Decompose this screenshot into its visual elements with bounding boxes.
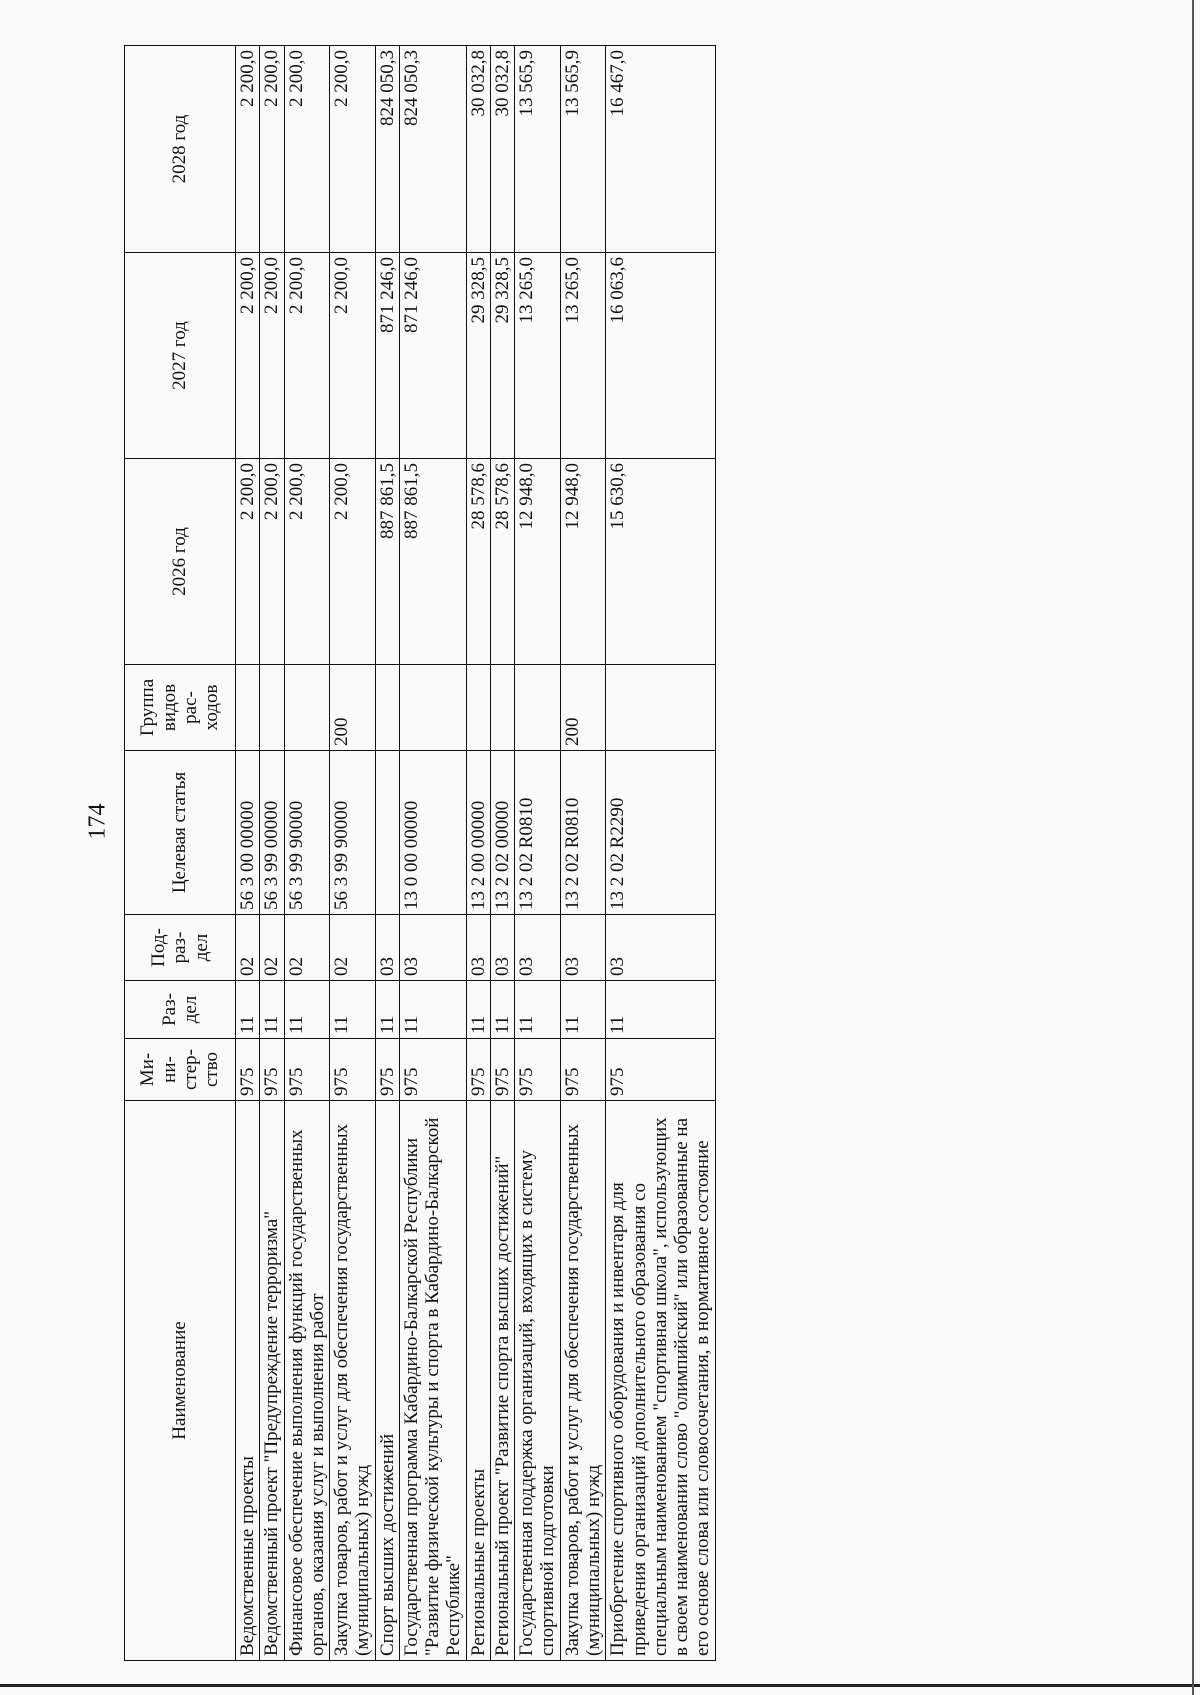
rotated-table-container	[124, 46, 1044, 1661]
cell-group: 200	[330, 665, 376, 751]
cell-2026: 2 200,0	[284, 459, 330, 665]
cell-ministry: 975	[375, 1039, 399, 1101]
cell-2028: 824 050,3	[375, 46, 399, 253]
header-2026: 2026 год	[125, 459, 236, 665]
cell-2027: 16 063,6	[606, 253, 715, 459]
cell-name: Ведомственный проект "Предупреждение терроризма"	[260, 1101, 284, 1661]
cell-2028: 16 467,0	[606, 46, 715, 253]
cell-2028: 2 200,0	[284, 46, 330, 253]
cell-group	[236, 665, 260, 751]
cell-group	[606, 665, 715, 751]
cell-2028: 30 032,8	[490, 46, 514, 253]
cell-subsection: 03	[515, 915, 561, 981]
cell-2027: 13 265,0	[515, 253, 561, 459]
cell-section: 11	[260, 981, 284, 1039]
cell-2028: 13 565,9	[560, 46, 606, 253]
table-row	[466, 46, 490, 1661]
cell-section: 11	[490, 981, 514, 1039]
cell-subsection: 03	[375, 915, 399, 981]
cell-section: 11	[330, 981, 376, 1039]
page-number: 174	[84, 803, 111, 840]
cell-2026: 28 578,6	[466, 459, 490, 665]
cell-2027: 29 328,5	[466, 253, 490, 459]
cell-2027: 29 328,5	[490, 253, 514, 459]
table-row	[236, 46, 260, 1661]
cell-2028: 2 200,0	[236, 46, 260, 253]
cell-target: 56 3 99 00000	[260, 751, 284, 915]
cell-name: Приобретение спортивного оборудования и инвентаря для приведения организаций дополнительного образования со специальным наименованием "спортивная школа", использующих в своем наименовании слово "олимпийский" или образованные на его основе слова или словосочетания, в нормативное состояние	[606, 1101, 715, 1661]
cell-ministry: 975	[490, 1039, 514, 1101]
cell-2027: 871 246,0	[375, 253, 399, 459]
cell-name: Государственная программа Кабардино-Балкарской Республики "Развитие физической культуры и спорта в Кабардино-Балкарской Республике"	[399, 1101, 466, 1661]
cell-target: 56 3 99 90000	[284, 751, 330, 915]
header-name: Наименование	[125, 1101, 236, 1661]
cell-2026: 28 578,6	[490, 459, 514, 665]
table-row	[515, 46, 561, 1661]
cell-ministry: 975	[466, 1039, 490, 1101]
cell-2026: 887 861,5	[375, 459, 399, 665]
cell-name: Ведомственные проекты	[236, 1101, 260, 1661]
cell-ministry: 975	[560, 1039, 606, 1101]
cell-ministry: 975	[284, 1039, 330, 1101]
table-row	[399, 46, 466, 1661]
cell-subsection: 03	[490, 915, 514, 981]
cell-2028: 2 200,0	[260, 46, 284, 253]
cell-target: 13 2 02 R2290	[606, 751, 715, 915]
cell-2026: 887 861,5	[399, 459, 466, 665]
cell-name: Государственная поддержка организаций, входящих в систему спортивной подготовки	[515, 1101, 561, 1661]
cell-section: 11	[606, 981, 715, 1039]
cell-subsection: 02	[236, 915, 260, 981]
cell-section: 11	[399, 981, 466, 1039]
cell-name: Спорт высших достижений	[375, 1101, 399, 1661]
cell-target: 13 2 02 00000	[490, 751, 514, 915]
header-2028: 2028 год	[125, 46, 236, 253]
cell-subsection: 02	[330, 915, 376, 981]
cell-2026: 2 200,0	[330, 459, 376, 665]
cell-2027: 13 265,0	[560, 253, 606, 459]
cell-name: Региональный проект "Развитие спорта высших достижений"	[490, 1101, 514, 1661]
cell-subsection: 03	[606, 915, 715, 981]
table-row	[606, 46, 715, 1661]
cell-2027: 2 200,0	[236, 253, 260, 459]
cell-name: Финансовое обеспечение выполнения функций государственных органов, оказания услуг и выполнения работ	[284, 1101, 330, 1661]
cell-ministry: 975	[330, 1039, 376, 1101]
scan-right-edge	[1192, 0, 1194, 1695]
cell-ministry: 975	[606, 1039, 715, 1101]
header-section: Раз-дел	[125, 981, 236, 1039]
header-ministry: Ми-ни-стер-ство	[125, 1039, 236, 1101]
header-subsection: Под-раз-дел	[125, 915, 236, 981]
cell-2027: 2 200,0	[330, 253, 376, 459]
cell-group	[490, 665, 514, 751]
table-row	[490, 46, 514, 1661]
cell-name: Закупка товаров, работ и услуг для обеспечения государственных (муниципальных) нужд	[330, 1101, 376, 1661]
cell-section: 11	[236, 981, 260, 1039]
cell-2028: 2 200,0	[330, 46, 376, 253]
cell-name: Закупка товаров, работ и услуг для обеспечения государственных (муниципальных) нужд	[560, 1101, 606, 1661]
cell-2027: 2 200,0	[260, 253, 284, 459]
cell-2026: 2 200,0	[236, 459, 260, 665]
cell-2027: 2 200,0	[284, 253, 330, 459]
cell-group	[260, 665, 284, 751]
cell-ministry: 975	[260, 1039, 284, 1101]
cell-group	[375, 665, 399, 751]
table-row	[330, 46, 376, 1661]
cell-subsection: 03	[560, 915, 606, 981]
header-2027: 2027 год	[125, 253, 236, 459]
cell-2028: 30 032,8	[466, 46, 490, 253]
cell-2026: 2 200,0	[260, 459, 284, 665]
cell-target: 13 2 02 R0810	[515, 751, 561, 915]
cell-2026: 12 948,0	[515, 459, 561, 665]
cell-ministry: 975	[236, 1039, 260, 1101]
table-row	[560, 46, 606, 1661]
cell-group	[399, 665, 466, 751]
cell-group	[466, 665, 490, 751]
cell-2028: 13 565,9	[515, 46, 561, 253]
cell-subsection: 03	[399, 915, 466, 981]
cell-group	[284, 665, 330, 751]
cell-2027: 871 246,0	[399, 253, 466, 459]
cell-target: 13 2 00 00000	[466, 751, 490, 915]
cell-subsection: 02	[284, 915, 330, 981]
cell-section: 11	[284, 981, 330, 1039]
cell-ministry: 975	[399, 1039, 466, 1101]
cell-target: 56 3 99 90000	[330, 751, 376, 915]
header-target: Целевая статья	[125, 751, 236, 915]
cell-target	[375, 751, 399, 915]
cell-group	[515, 665, 561, 751]
budget-table	[124, 45, 716, 1661]
cell-name: Региональные проекты	[466, 1101, 490, 1661]
cell-2026: 15 630,6	[606, 459, 715, 665]
scan-bottom-edge	[0, 1684, 1200, 1687]
cell-2026: 12 948,0	[560, 459, 606, 665]
cell-target: 13 0 00 00000	[399, 751, 466, 915]
cell-2028: 824 050,3	[399, 46, 466, 253]
table-row	[260, 46, 284, 1661]
cell-ministry: 975	[515, 1039, 561, 1101]
header-expense-group: Группа видов рас-ходов	[125, 665, 236, 751]
table-row	[375, 46, 399, 1661]
table-header-row	[125, 46, 236, 1661]
cell-subsection: 02	[260, 915, 284, 981]
cell-section: 11	[515, 981, 561, 1039]
cell-group: 200	[560, 665, 606, 751]
cell-target: 56 3 00 00000	[236, 751, 260, 915]
cell-section: 11	[375, 981, 399, 1039]
cell-section: 11	[560, 981, 606, 1039]
cell-section: 11	[466, 981, 490, 1039]
cell-subsection: 03	[466, 915, 490, 981]
cell-target: 13 2 02 R0810	[560, 751, 606, 915]
table-row	[284, 46, 330, 1661]
